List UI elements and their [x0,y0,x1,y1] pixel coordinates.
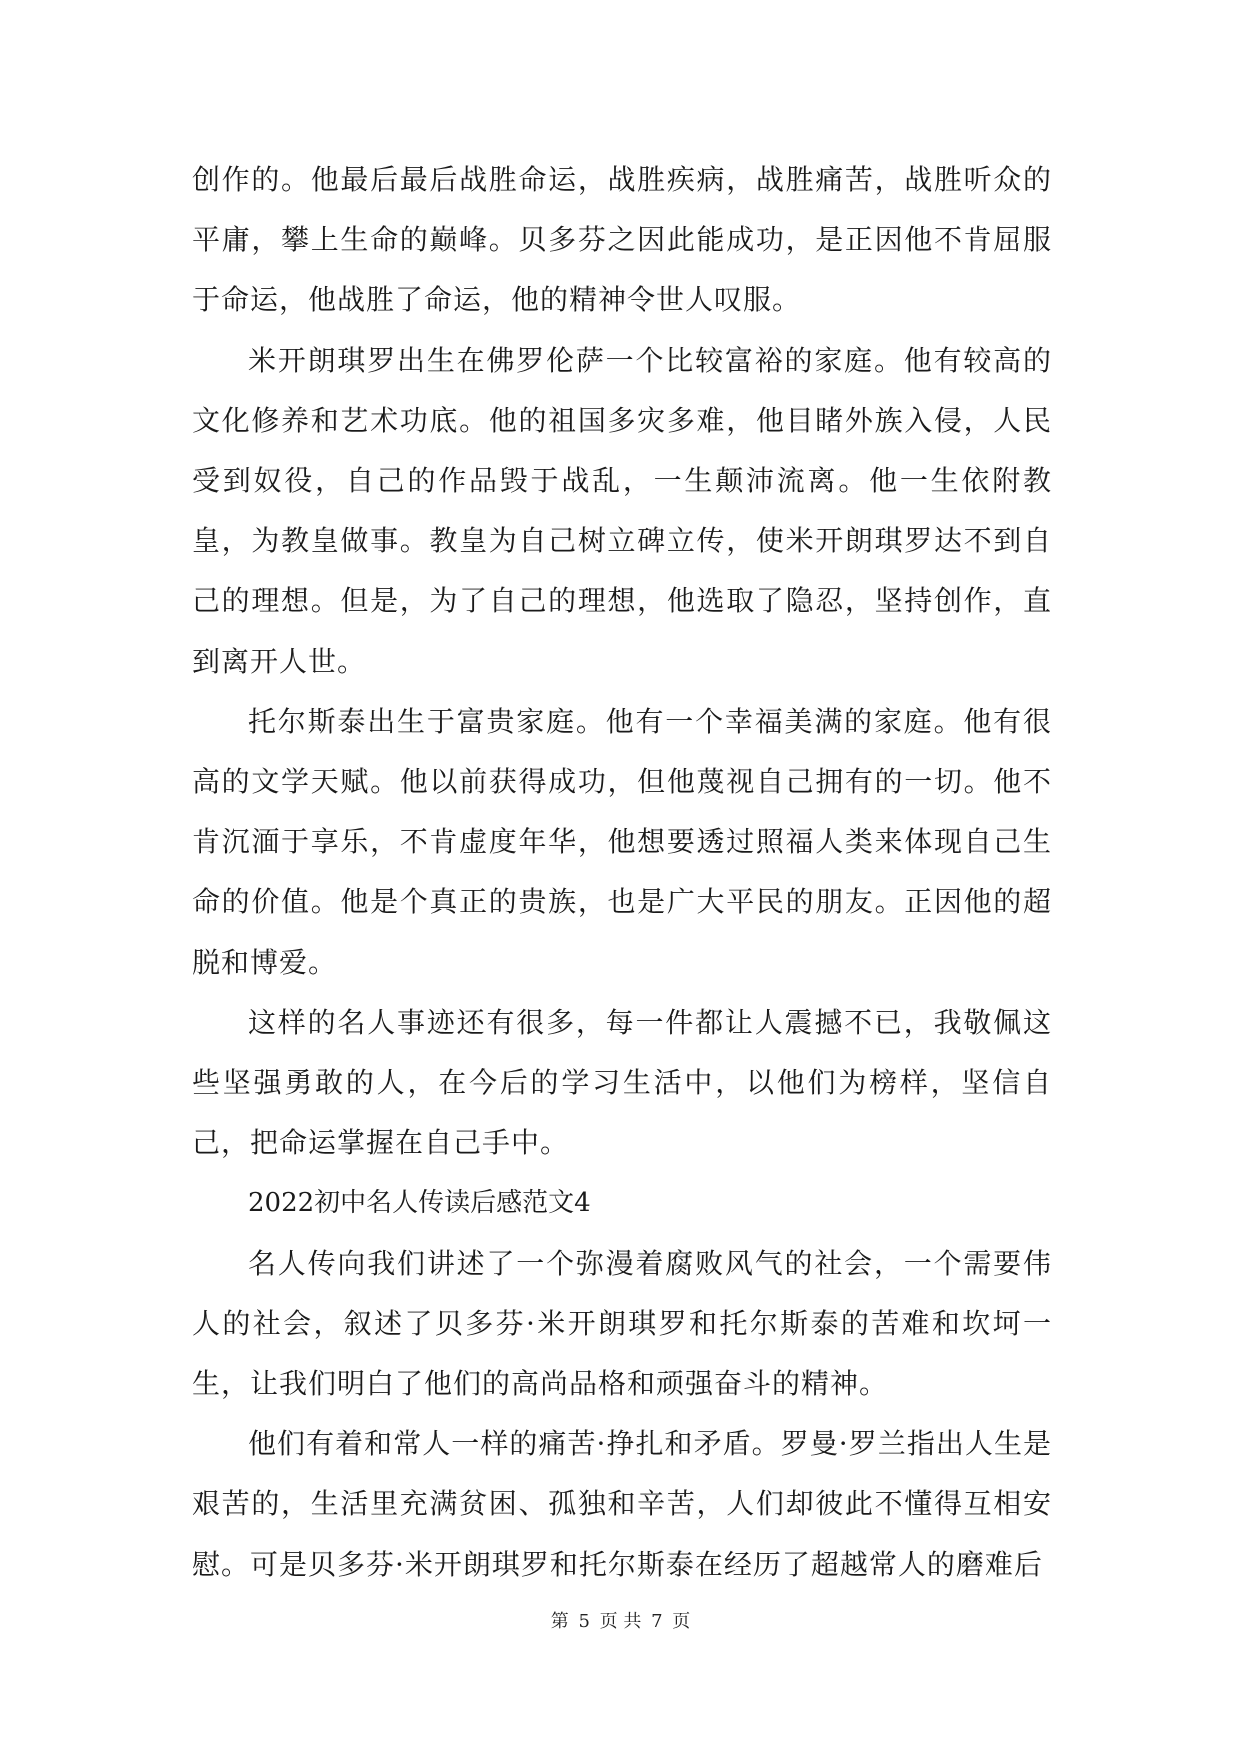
paragraph-beethoven-end: 创作的。他最后最后战胜命运，战胜疾病，战胜痛苦，战胜听众的平庸，攀上生命的巅峰。贝多芬之因此能成功，是正因他不肯屈服于命运，他战胜了命运，他的精神令世人叹服。 [192,163,1052,317]
footer-suffix: 页 [672,1611,691,1632]
paragraph-suffering: 他们有着和常人一样的痛苦·挣扎和矛盾。罗曼·罗兰指出人生是艰苦的，生活里充满贫困、孤独和辛苦，人们却彼此不懂得互相安慰。可是贝多芬·米开朗琪罗和托尔斯泰在经历了超越常人的磨难后 [192,1427,1052,1581]
paragraph-conclusion: 这样的名人事迹还有很多，每一件都让人震撼不已，我敬佩这些坚强勇敢的人，在今后的学习生活中，以他们为榜样，坚信自己，把命运掌握在自己手中。 [192,1005,1052,1160]
paragraph-intro: 名人传向我们讲述了一个弥漫着腐败风气的社会，一个需要伟人的社会，叙述了贝多芬·米开朗琪罗和托尔斯泰的苦难和坎坷一生，让我们明白了他们的高尚品格和顽强奋斗的精神。 [192,1246,1052,1401]
paragraph-tolstoy: 托尔斯泰出生于富贵家庭。他有一个幸福美满的家庭。他有很高的文学天赋。他以前获得成功，但他蔑视自己拥有的一切。他不肯沉湎于享乐，不肯虚度年华，他想要透过照福人类来体现自己生命的价值。他是个真正的贵族，也是广大平民的朋友。正因他的超脱和博爱。 [192,704,1052,979]
section-heading: 2022初中名人传读后感范文4 [248,1188,591,1219]
footer-page-number: 5 [578,1611,590,1632]
page-footer [0,1607,1241,1633]
footer-total-pages: 7 [651,1611,663,1632]
paragraph-michelangelo: 米开朗琪罗出生在佛罗伦萨一个比较富裕的家庭。他有较高的文化修养和艺术功底。他的祖国多灾多难，他目睹外族入侵，人民受到奴役，自己的作品毁于战乱，一生颠沛流离。他一生依附教皇，为教皇做事。教皇为自己树立碑立传，使米开朗琪罗达不到自己的理想。但是，为了自己的理想，他选取了隐忍，坚持创作，直到离开人世。 [192,343,1052,678]
footer-middle: 页 共 [599,1611,642,1632]
footer-prefix: 第 [550,1611,569,1632]
document-body [192,150,1052,1595]
